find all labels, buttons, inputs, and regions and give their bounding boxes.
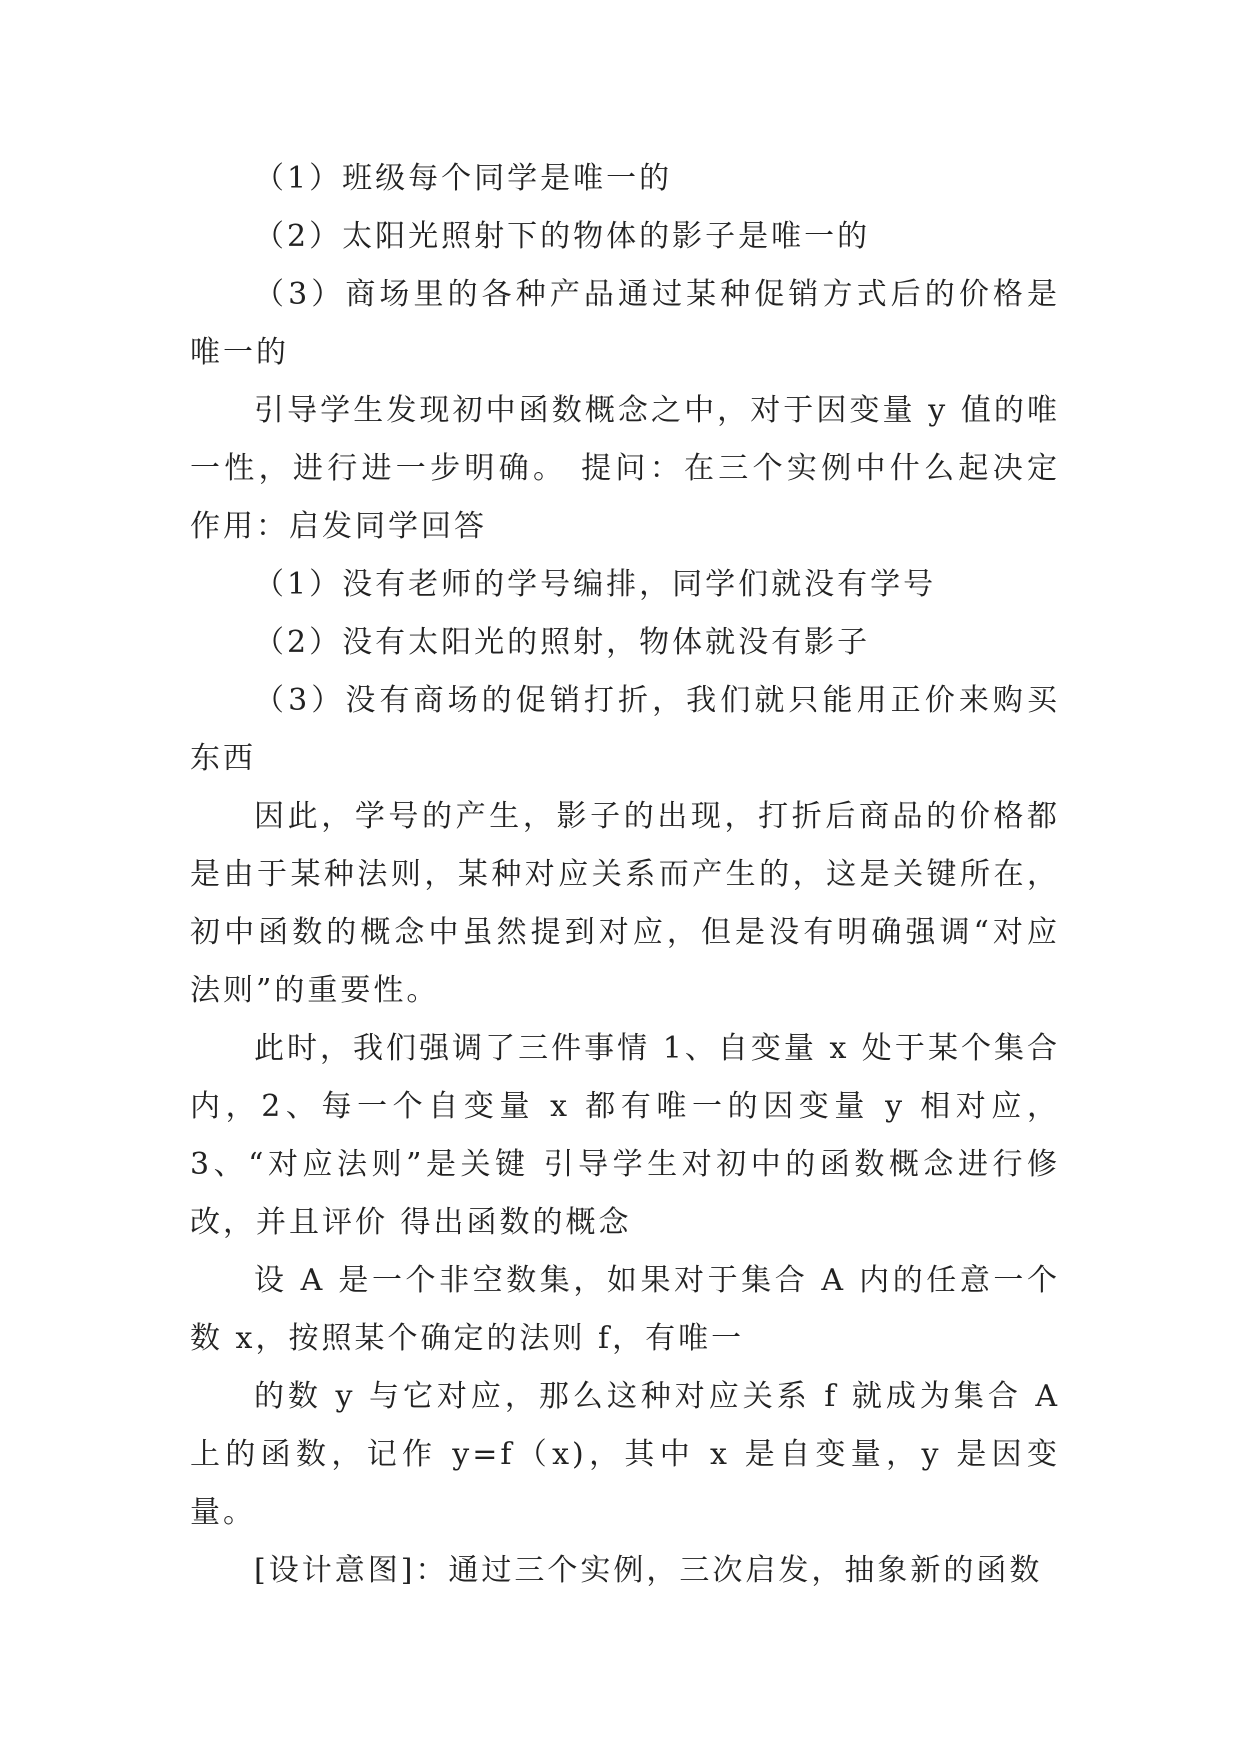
paragraph-conclusion: 因此，学号的产生，影子的出现，打折后商品的价格都是由于某种法则，某种对应关系而产生的，这是关键所在，初中函数的概念中虽然提到对应，但是没有明确强调“对应法则”的重要性。 (190, 799, 1060, 1008)
paragraph-definition-part-2: 的数 y 与它对应，那么这种对应关系 f 就成为集合 A 上的函数，记作 y=f（x)，其中 x 是自变量，y 是因变量。 (190, 1379, 1060, 1530)
paragraph-emphasis: 此时，我们强调了三件事情 1、自变量 x 处于某个集合内，2、每一个自变量 x 都有唯一的因变量 y 相对应，3、“对应法则”是关键 引导学生对初中的函数概念进行修改，并且评价 得出函数的概念 (190, 1031, 1060, 1240)
paragraph-design-intent: [设计意图]：通过三个实例，三次启发，抽象新的函数 (254, 1553, 1043, 1588)
document-body (190, 150, 1060, 1600)
paragraph-guidance: 引导学生发现初中函数概念之中，对于因变量 y 值的唯一性，进行进一步明确。 提问：在三个实例中什么起决定作用：启发同学回答 (190, 393, 1060, 544)
paragraph-definition-part-1: 设 A 是一个非空数集，如果对于集合 A 内的任意一个数 x，按照某个确定的法则 f，有唯一 (190, 1263, 1060, 1356)
paragraph-answer-2: （2）没有太阳光的照射，物体就没有影子 (254, 625, 871, 660)
paragraph-example-1: （1）班级每个同学是唯一的 (254, 161, 673, 196)
paragraph-example-2: （2）太阳光照射下的物体的影子是唯一的 (254, 219, 871, 254)
paragraph-answer-1: （1）没有老师的学号编排，同学们就没有学号 (254, 567, 937, 602)
paragraph-answer-3: （3）没有商场的促销打折，我们就只能用正价来购买东西 (190, 683, 1060, 776)
paragraph-example-3: （3）商场里的各种产品通过某种促销方式后的价格是唯一的 (190, 277, 1060, 370)
